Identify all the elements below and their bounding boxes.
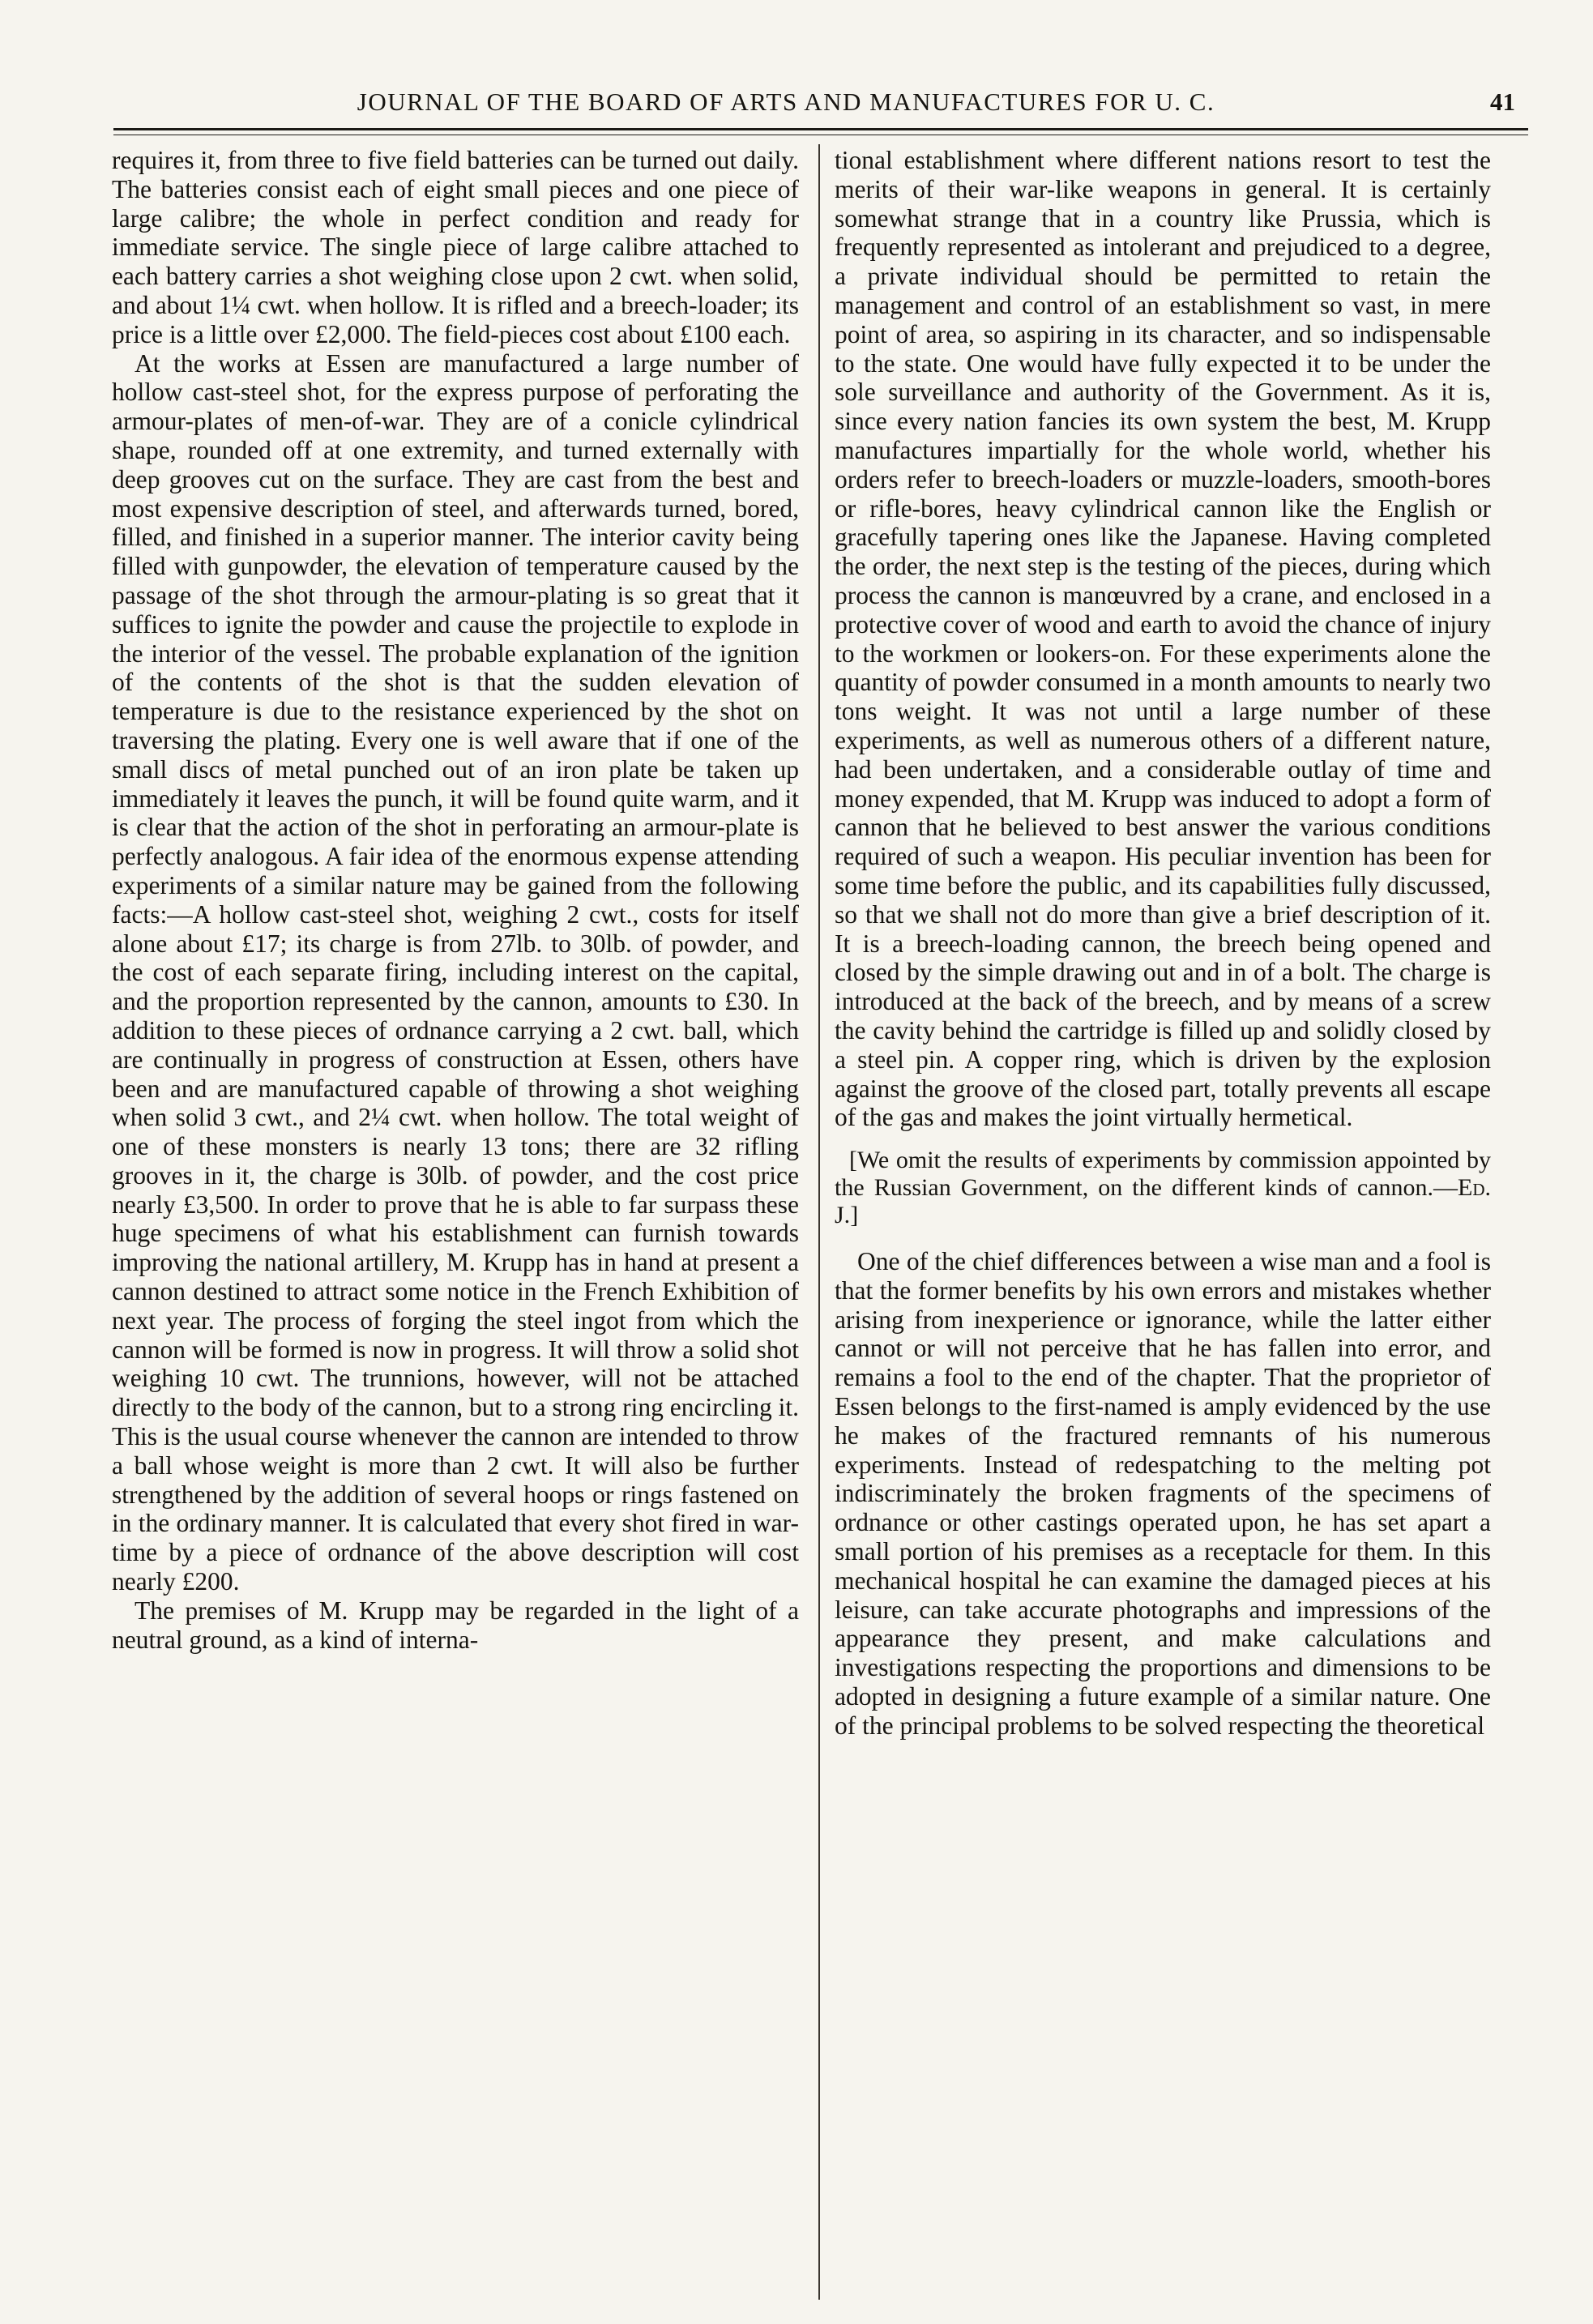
editor-note (835, 1147, 1491, 1229)
column-divider (818, 144, 820, 2300)
left-column (112, 146, 799, 1654)
header-rule-thick (113, 128, 1528, 130)
editor-note-close: ] (850, 1202, 859, 1229)
right-column (835, 146, 1491, 1741)
editor-note-text: [We omit the results of experiments by commission appointed by the Russian Government, on the different kinds of cannon.— (835, 1147, 1491, 1202)
paragraph: tional establishment where different nations resort to test the merits of their war-like weapons in general. It is certainly somewhat strange that in a country like Prussia, which is frequently represented as intolerant and prejudiced to a degree, a private individual should be permitted to retain the management and control of an establishment so vast, in mere point of area, so aspiring in its character, and so indispensable to the state. One would have fully expected it to be under the sole surveillance and authority of the Government. As it is, since every nation fancies its own system the best, M. Krupp manufactures impartially for the whole world, whether his orders refer to breech-loaders or muzzle-loaders, smooth-bores or rifle-bores, heavy cylindrical cannon like the English or gracefully tapering ones like the Japanese. Having completed the order, the next step is the testing of the pieces, during which process the cannon is manœuvred by a crane, and enclosed in a protective cover of wood and earth to avoid the chance of injury to the workmen or lookers-on. For these experiments alone the quantity of powder consumed in a month amounts to nearly two tons weight. It was not until a large number of these experiments, as well as numerous others of a different nature, had been undertaken, and a considerable outlay of time and money expended, that M. Krupp was induced to adopt a form of cannon that he believed to best answer the various conditions required of such a weapon. His peculiar invention has been for some time before the public, and its capabilities fully discussed, so that we shall not do more than give a brief description of it. It is a breech-loading cannon, the breech being opened and closed by the simple drawing out and in of a bolt. The charge is introduced at the back of the breech, and by means of a screw the cavity behind the cartridge is filled up and solidly closed by a steel pin. A copper ring, which is driven by the explosion against the groove of the closed part, totally prevents all escape of the gas and makes the joint virtually hermetical. (835, 146, 1491, 1132)
paragraph: The premises of M. Krupp may be regarded in the light of a neutral ground, as a kind of interna- (112, 1596, 799, 1654)
paragraph: At the works at Essen are manufactured a large number of hollow cast-steel shot, for the express purpose of perforating the armour-plates of men-of-war. They are of a conicle cylindrical shape, rounded off at one extremity, and turned externally with deep grooves cut on the surface. They are cast from the best and most expensive description of steel, and afterwards turned, bored, filled, and finished in a superior manner. The interior cavity being filled with gunpowder, the elevation of temperature caused by the passage of the shot through the armour-plating is so great that it suffices to ignite the powder and cause the projectile to explode in the interior of the vessel. The probable explanation of the ignition of the contents of the shot is that the sudden elevation of temperature is due to the resistance experienced by the shot on traversing the plating. Every one is well aware that if one of the small discs of metal punched out of an iron plate be taken up immediately it leaves the punch, it will be found quite warm, and it is clear that the action of the shot in perforating an armour-plate is perfectly analogous. A fair idea of the enormous expense attending experiments of a similar nature may be gained from the following facts:—A hollow cast-steel shot, weighing 2 cwt., costs for itself alone about £17; its charge is from 27lb. to 30lb. of powder, and the cost of each separate firing, including interest on the capital, and the proportion represented by the cannon, amounts to £30. In addition to these pieces of ordnance carrying a 2 cwt. ball, which are continually in progress of construction at Essen, others have been and are manufactured capable of throwing a shot weighing when solid 3 cwt., and 2¼ cwt. when hollow. The total weight of one of these monsters is nearly 13 tons; there are 32 rifling grooves in it, the charge is 30lb. of powder, and the cost price nearly £3,500. In order to prove that he is able to far surpass these huge specimens of what his establishment can furnish towards improving the national artillery, M. Krupp has in hand at present a cannon destined to attract some notice in the French Exhibition of next year. The process of forging the steel ingot from which the cannon will be formed is now in progress. It will throw a solid shot weighing 10 cwt. The trunnions, however, will not be attached directly to the body of the cannon, but to a strong ring encircling it. This is the usual course whenever the cannon are intended to throw a ball whose weight is more than 2 cwt. It will also be further strengthened by the addition of several hoops or rings fastened on in the ordinary manner. It is calculated that every shot fired in war-time by a piece of ordnance of the above description will cost nearly £200. (112, 348, 799, 1596)
paragraph: requires it, from three to five field batteries can be turned out daily. The batteries consist each of eight small pieces and one piece of large calibre; the whole in perfect condition and ready for immediate service. The single piece of large calibre attached to each battery carries a shot weighing close upon 2 cwt. when solid, and about 1¼ cwt. when hollow. It is rifled and a breech-loader; its price is a little over £2,000. The field-pieces cost about £100 each. (112, 146, 799, 348)
paragraph: One of the chief differences between a wise man and a fool is that the former benefits by his own errors and mistakes whether arising from inexperience or ignorance, while the latter either cannot or will not perceive that he has fallen into error, and remains a fool to the end of the chapter. That the proprietor of Essen belongs to the first-named is amply evidenced by the use he makes of the fractured remnants of his numerous experiments. Instead of redespatching to the melting pot indiscriminately the broken fragments of the specimens of ordnance or other castings operated upon, he has set apart a small portion of his premises as a receptacle for them. In this mechanical hospital he can examine the damaged pieces at his leisure, can take accurate photographs and impressions of the appearance they present, and make calculations and investigations respecting the proportions and dimensions to be adopted in designing a future example of a similar nature. One of the principal problems to be solved respecting the theoretical (835, 1247, 1491, 1740)
journal-title: JOURNAL OF THE BOARD OF ARTS AND MANUFACTURES FOR U. C. (357, 88, 1215, 116)
editor-signature: Ed. J. (835, 1174, 1491, 1229)
page-number: 41 (1490, 88, 1515, 116)
